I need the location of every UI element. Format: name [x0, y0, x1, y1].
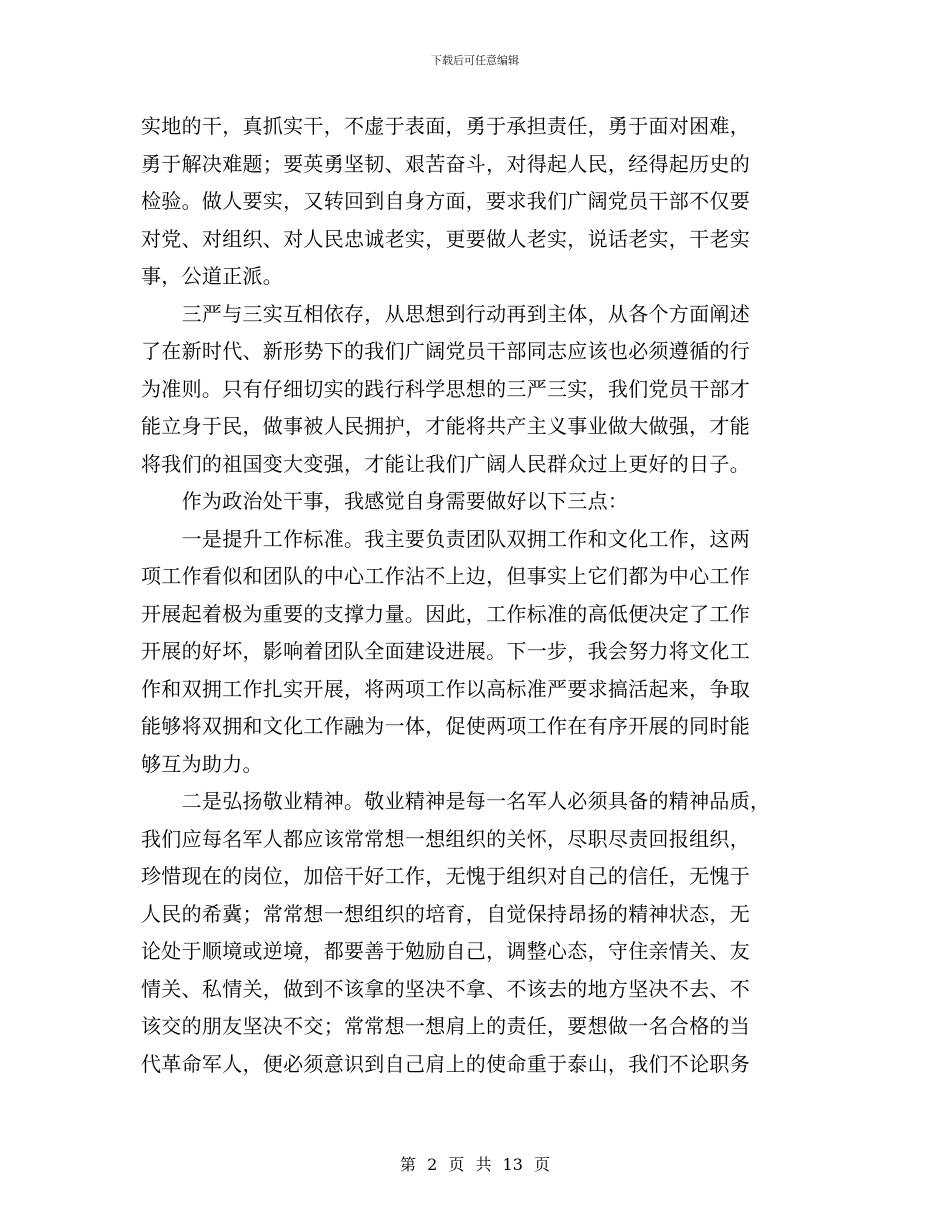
text-line: 能够将双拥和文化工作融为一体，促使两项工作在有序开展的同时能	[141, 714, 750, 738]
document-body	[141, 108, 811, 1083]
text-line: 够互为助力。	[141, 751, 263, 776]
text-line: 为准则。只有仔细切实的践行科学思想的三严三实，我们党员干部才	[141, 376, 750, 401]
text-line: 事，公道正派。	[141, 264, 284, 288]
text-line: 二是弘扬敬业精神。敬业精神是每一名军人必须具备的精神品质，	[141, 789, 771, 813]
text-line: 开展的好坏，影响着团队全面建设进展。下一步，我会努力将文化工	[141, 639, 750, 663]
text-line: 人民的希冀；常常想一想组织的培育，自觉保持昂扬的精神状态，无	[141, 901, 750, 926]
text-line: 检验。做人要实，又转回到自身方面，要求我们广阔党员干部不仅要	[141, 189, 750, 213]
text-line: 实地的干，真抓实干，不虚于表面，勇于承担责任，勇于面对困难，	[141, 114, 750, 138]
text-line: 论处于顺境或逆境，都要善于勉励自己，调整心态，守住亲情关、友	[141, 939, 750, 963]
text-line: 珍惜现在的岗位，加倍干好工作，无愧于组织对自己的信任，无愧于	[141, 864, 750, 888]
text-line: 开展起着极为重要的支撑力量。因此，工作标准的高低便决定了工作	[141, 601, 750, 626]
text-line: 一是提升工作标准。我主要负责团队双拥工作和文化工作，这两	[141, 526, 750, 551]
text-line: 将我们的祖国变大变强，才能让我们广阔人民群众过上更好的日子。	[141, 451, 750, 476]
text-line: 三严与三实互相依存，从思想到行动再到主体，从各个方面阐述	[141, 301, 750, 326]
text-line: 作为政治处干事，我感觉自身需要做好以下三点：	[141, 489, 629, 513]
text-line: 我们应每名军人都应该常常想一想组织的关怀，尽职尽责回报组织，	[141, 826, 750, 851]
text-line: 了在新时代、新形势下的我们广阔党员干部同志应该也必须遵循的行	[141, 339, 750, 363]
text-line: 对党、对组织、对人民忠诚老实，更要做人老实，说话老实，干老实	[141, 226, 750, 251]
text-line: 项工作看似和团队的中心工作沾不上边，但事实上它们都为中心工作	[141, 564, 750, 588]
text-line: 情关、私情关，做到不该拿的坚决不拿、不该去的地方坚决不去、不	[141, 976, 750, 1001]
text-line: 勇于解决难题；要英勇坚韧、艰苦奋斗，对得起人民，经得起历史的	[141, 151, 750, 176]
text-line: 能立身于民，做事被人民拥护，才能将共产主义事业做大做强，才能	[141, 414, 750, 438]
text-line: 代革命军人，便必须意识到自己肩上的使命重于泰山，我们不论职务	[141, 1051, 750, 1076]
text-line: 该交的朋友坚决不交；常常想一想肩上的责任，要想做一名合格的当	[141, 1014, 750, 1038]
page-footer: 第 2 页 共 13 页	[400, 1155, 550, 1174]
text-line: 作和双拥工作扎实开展，将两项工作以高标准严要求搞活起来，争取	[141, 676, 750, 701]
page-header: 下载后可任意编辑	[431, 54, 519, 67]
